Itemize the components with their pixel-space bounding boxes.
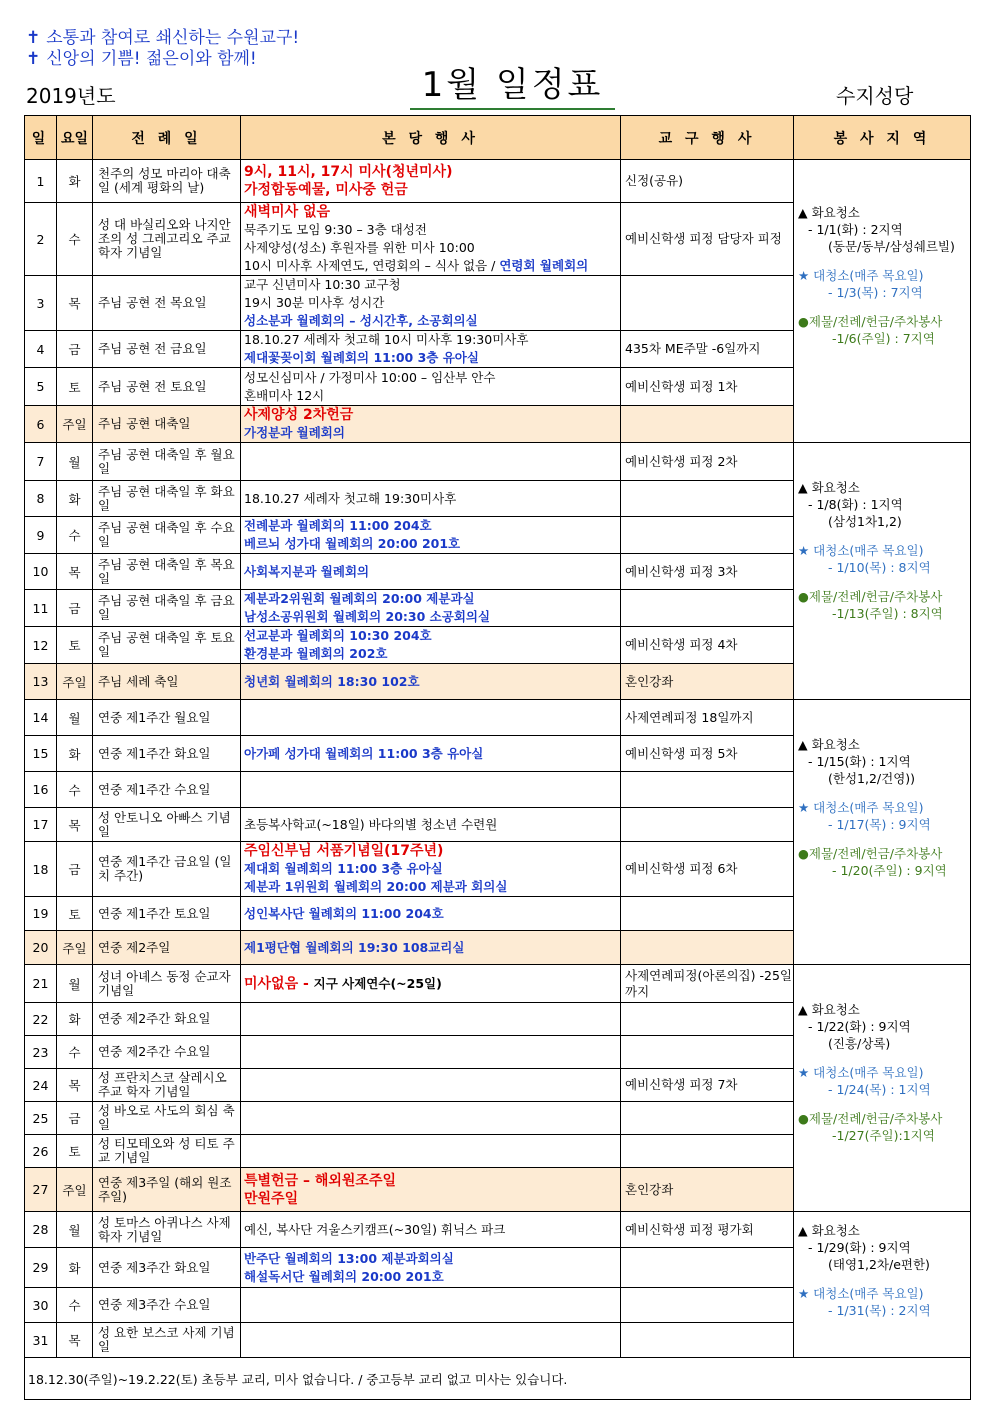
service-tue-title: ▲ 화요청소 — [798, 480, 860, 495]
col-header-weekday: 요일 — [57, 116, 93, 160]
slogan-text-1: 소통과 참여로 쇄신하는 수원교구! — [46, 28, 300, 48]
event-line — [244, 1221, 620, 1239]
service-area-block — [794, 443, 971, 700]
diocese-event — [621, 772, 794, 808]
liturgy-day: 성녀 아녜스 동정 순교자 기념일 — [93, 965, 241, 1003]
weekday: 수 — [57, 772, 93, 808]
event-line — [244, 1250, 620, 1268]
event-line — [244, 1190, 620, 1208]
event-text: 가정분과 월례회의 — [244, 425, 345, 440]
event-text: 남성소공위원회 월례회의 20:30 소공회의실 — [244, 609, 491, 624]
event-line — [244, 406, 620, 424]
diocese-event: 예비신학생 피정 1차 — [621, 368, 794, 406]
liturgy-day: 연중 제1주간 월요일 — [93, 700, 241, 736]
service-etc-title: ●제물/전례/헌금/주차봉사 — [798, 314, 943, 329]
weekday: 목 — [57, 808, 93, 842]
day-number: 26 — [25, 1135, 57, 1168]
weekday: 수 — [57, 1288, 93, 1323]
weekday: 화 — [57, 736, 93, 772]
service-tue-title: ▲ 화요청소 — [798, 1223, 860, 1238]
event-line — [244, 535, 620, 553]
day-number: 5 — [25, 368, 57, 406]
parish-events — [241, 842, 621, 897]
parish-events — [241, 664, 621, 700]
weekday: 토 — [57, 897, 93, 931]
day-number: 25 — [25, 1102, 57, 1135]
weekday: 화 — [57, 1248, 93, 1288]
slogan-text-2: 신앙의 기쁨! 젊은이와 함께! — [46, 49, 257, 69]
service-tue-line: - 1/8(화) : 1지역 — [808, 497, 903, 512]
diocese-event: 신정(공유) — [621, 160, 794, 203]
event-line — [244, 878, 620, 896]
event-text: 초등복사학교(~18일) 바다의별 청소년 수련원 — [244, 816, 498, 832]
parish-events — [241, 554, 621, 590]
day-number: 7 — [25, 443, 57, 481]
event-text: 전례분과 월례회의 11:00 204호 — [244, 518, 432, 533]
service-thu-line: - 1/24(목) : 1지역 — [828, 1082, 931, 1097]
liturgy-day: 성 요한 보스코 사제 기념일 — [93, 1323, 241, 1358]
event-text: 9시, 11시, 17시 미사(청년미사) — [244, 164, 453, 180]
service-thu-line: - 1/31(목) : 2지역 — [828, 1303, 931, 1318]
liturgy-day: 성 프란치스코 살레시오 주교 학자 기념일 — [93, 1069, 241, 1102]
diocese-event — [621, 1102, 794, 1135]
day-number: 1 — [25, 160, 57, 203]
service-area-block — [794, 160, 971, 443]
parish-events — [241, 772, 621, 808]
event-text: 제1평단협 월례회의 19:30 108교리실 — [244, 939, 465, 955]
service-thu-line: - 1/10(목) : 8지역 — [828, 560, 931, 575]
weekday: 화 — [57, 481, 93, 517]
table-row — [25, 700, 971, 736]
schedule-table — [24, 115, 971, 1400]
event-line — [244, 369, 620, 387]
diocese-event: 사제연례피정 18일까지 — [621, 700, 794, 736]
event-text: 묵주기도 모임 9:30 – 3층 대성전 — [244, 222, 427, 237]
col-header-parish-events: 본 당 행 사 — [241, 116, 621, 160]
weekday: 수 — [57, 1036, 93, 1069]
event-line — [244, 627, 620, 645]
diocese-event: 예비신학생 피정 6차 — [621, 842, 794, 897]
event-line — [244, 745, 620, 763]
parish-events — [241, 517, 621, 554]
day-number: 18 — [25, 842, 57, 897]
diocese-event: 예비신학생 피정 7차 — [621, 1069, 794, 1102]
event-text: 제대꽃꽂이회 월례회의 11:00 3층 유아실 — [244, 350, 479, 365]
table-row — [25, 1212, 971, 1248]
parish-events — [241, 1003, 621, 1036]
event-line — [244, 181, 620, 199]
table-header-row — [25, 116, 971, 160]
service-etc-title: ●제물/전례/헌금/주차봉사 — [798, 846, 943, 861]
event-text: 특별헌금 – 해외원조주일 — [244, 1172, 396, 1189]
day-number: 27 — [25, 1168, 57, 1212]
parish-events — [241, 1168, 621, 1212]
day-number: 14 — [25, 700, 57, 736]
weekday: 월 — [57, 443, 93, 481]
event-text: 10시 미사후 사제연도, 연령회의 – 식사 없음 / — [244, 258, 500, 273]
event-text: 19시 30분 미사후 성시간 — [244, 295, 385, 310]
diocese-event — [621, 1323, 794, 1358]
diocese-event — [621, 1288, 794, 1323]
weekday: 목 — [57, 276, 93, 331]
diocese-event — [621, 808, 794, 842]
day-number: 31 — [25, 1323, 57, 1358]
liturgy-day: 연중 제2주간 화요일 — [93, 1003, 241, 1036]
liturgy-day: 주님 공현 대축일 후 금요일 — [93, 590, 241, 627]
day-number: 2 — [25, 203, 57, 276]
service-etc-title: ●제물/전례/헌금/주차봉사 — [798, 1111, 943, 1126]
diocese-event: 435차 ME주말 -6일까지 — [621, 331, 794, 368]
event-text: 제분과 1위원회 월례회의 20:00 제분과 회의실 — [244, 879, 508, 894]
parish-events — [241, 736, 621, 772]
event-line — [244, 312, 620, 330]
liturgy-day: 주님 세례 축일 — [93, 664, 241, 700]
day-number: 28 — [25, 1212, 57, 1248]
liturgy-day: 주님 공현 대축일 후 목요일 — [93, 554, 241, 590]
event-text: 만원주일 — [244, 1190, 299, 1207]
weekday: 금 — [57, 331, 93, 368]
event-line — [244, 975, 620, 993]
parish-events — [241, 931, 621, 965]
service-tue-line: - 1/15(화) : 1지역 — [808, 754, 911, 769]
diocese-event — [621, 1036, 794, 1069]
service-etc-line: - 1/20(주일) : 9지역 — [832, 863, 947, 878]
weekday: 금 — [57, 842, 93, 897]
parish-events — [241, 1102, 621, 1135]
day-number: 6 — [25, 406, 57, 443]
service-tue-sub: (동문/동부/삼성쉐르빌) — [828, 239, 955, 254]
liturgy-day: 주님 공현 전 금요일 — [93, 331, 241, 368]
parish-events — [241, 1288, 621, 1323]
event-line — [244, 842, 620, 860]
liturgy-day: 성 티모테오와 성 티토 주교 기념일 — [93, 1135, 241, 1168]
event-text: 성인복사단 월례회의 11:00 204호 — [244, 905, 444, 921]
weekday: 토 — [57, 627, 93, 664]
service-thu-title: ★ 대청소(매주 목요일) — [798, 800, 924, 815]
event-line — [244, 331, 620, 349]
event-text: 베르뇌 성가대 월례회의 20:00 201호 — [244, 536, 461, 551]
service-tue-title: ▲ 화요청소 — [798, 205, 860, 220]
weekday: 화 — [57, 160, 93, 203]
diocese-event: 예비신학생 피정 3차 — [621, 554, 794, 590]
liturgy-day: 천주의 성모 마리아 대축일 (세계 평화의 날) — [93, 160, 241, 203]
day-number: 24 — [25, 1069, 57, 1102]
parish-events — [241, 160, 621, 203]
parish-events — [241, 481, 621, 517]
day-number: 22 — [25, 1003, 57, 1036]
service-tue-title: ▲ 화요청소 — [798, 1002, 860, 1017]
parish-events — [241, 368, 621, 406]
day-number: 15 — [25, 736, 57, 772]
event-line — [244, 905, 620, 923]
footer-row — [25, 1358, 971, 1400]
day-number: 16 — [25, 772, 57, 808]
event-text: 주임신부님 서품기념일(17주년) — [244, 843, 444, 859]
liturgy-day: 성 바오로 사도의 회심 축일 — [93, 1102, 241, 1135]
diocese-event: 혼인강좌 — [621, 664, 794, 700]
diocese-event — [621, 1248, 794, 1288]
weekday: 금 — [57, 1102, 93, 1135]
weekday: 월 — [57, 1212, 93, 1248]
liturgy-day: 연중 제1주간 금요일 (일치 주간) — [93, 842, 241, 897]
cross-icon: ✝ — [26, 49, 41, 69]
parish-events — [241, 443, 621, 481]
service-thu-line: - 1/17(목) : 9지역 — [828, 817, 931, 832]
service-tue-sub: (삼성1차1,2) — [828, 514, 902, 529]
day-number: 30 — [25, 1288, 57, 1323]
service-tue-line: - 1/1(화) : 2지역 — [808, 222, 903, 237]
day-number: 23 — [25, 1036, 57, 1069]
parish-events — [241, 808, 621, 842]
event-line — [244, 221, 620, 239]
diocese-event: 사제연례피정(아론의집) -25일까지 — [621, 965, 794, 1003]
service-etc-title: ●제물/전례/헌금/주차봉사 — [798, 589, 943, 604]
parish-events — [241, 1036, 621, 1069]
event-line — [244, 816, 620, 834]
weekday: 토 — [57, 368, 93, 406]
col-header-day: 일 — [25, 116, 57, 160]
event-text: 새벽미사 없음 — [244, 204, 331, 220]
event-text: 18.10.27 세례자 첫고해 19:30미사후 — [244, 490, 457, 506]
parish-events — [241, 276, 621, 331]
event-text: 선교분과 월례회의 10:30 204호 — [244, 628, 432, 643]
event-text: 성소분과 월례회의 – 성시간후, 소공회의실 — [244, 313, 478, 328]
slogan-line-2 — [26, 49, 257, 69]
service-thu-line: - 1/3(목) : 7지역 — [828, 285, 923, 300]
day-number: 19 — [25, 897, 57, 931]
weekday: 월 — [57, 965, 93, 1003]
parish-events — [241, 897, 621, 931]
event-text: 제분과2위원회 월례회의 20:00 제분과실 — [244, 591, 475, 606]
day-number: 8 — [25, 481, 57, 517]
event-line — [244, 387, 620, 405]
service-area-block — [794, 1212, 971, 1358]
slogan-line-1 — [26, 28, 299, 48]
year-label: 2019년도 — [26, 84, 116, 108]
col-header-liturgy: 전 례 일 — [93, 116, 241, 160]
diocese-event — [621, 1135, 794, 1168]
event-line — [244, 349, 620, 367]
event-text: 제대회 월례회의 11:00 3층 유아실 — [244, 861, 443, 876]
diocese-event: 예비신학생 피정 2차 — [621, 443, 794, 481]
diocese-event — [621, 481, 794, 517]
liturgy-day: 연중 제1주간 토요일 — [93, 897, 241, 931]
event-text: 환경분과 월례회의 202호 — [244, 646, 388, 661]
weekday: 주일 — [57, 406, 93, 443]
event-text-extra: 지구 사제연수(~25일) — [313, 975, 442, 991]
event-text: 사제양성(성소) 후원자를 위한 미사 10:00 — [244, 240, 475, 255]
service-tue-line: - 1/29(화) : 9지역 — [808, 1240, 911, 1255]
service-thu-title: ★ 대청소(매주 목요일) — [798, 1286, 924, 1301]
day-number: 10 — [25, 554, 57, 590]
weekday: 목 — [57, 554, 93, 590]
event-line — [244, 294, 620, 312]
event-text: 교구 신년미사 10:30 교구청 — [244, 277, 401, 292]
event-text: 청년회 월례회의 18:30 102호 — [244, 673, 420, 689]
day-number: 21 — [25, 965, 57, 1003]
day-number: 17 — [25, 808, 57, 842]
liturgy-day: 연중 제1주간 화요일 — [93, 736, 241, 772]
event-text: 반주단 월례회의 13:00 제분과회의실 — [244, 1250, 454, 1266]
day-number: 4 — [25, 331, 57, 368]
parish-events — [241, 331, 621, 368]
service-etc-line: -1/27(주일):1지역 — [832, 1128, 935, 1143]
col-header-service-area: 봉 사 지 역 — [794, 116, 971, 160]
liturgy-day: 성 안토니오 아빠스 기념일 — [93, 808, 241, 842]
day-number: 9 — [25, 517, 57, 554]
table-row — [25, 965, 971, 1003]
liturgy-day: 주님 공현 대축일 — [93, 406, 241, 443]
liturgy-day: 주님 공현 대축일 후 화요일 — [93, 481, 241, 517]
parish-events — [241, 627, 621, 664]
liturgy-day: 주님 공현 전 토요일 — [93, 368, 241, 406]
service-tue-sub: (진흥/상록) — [828, 1036, 891, 1051]
day-number: 29 — [25, 1248, 57, 1288]
event-line — [244, 257, 620, 275]
diocese-event: 예비신학생 피정 5차 — [621, 736, 794, 772]
event-line — [244, 860, 620, 878]
event-line — [244, 490, 620, 508]
diocese-event: 예비신학생 피정 담당자 피정 — [621, 203, 794, 276]
service-thu-title: ★ 대청소(매주 목요일) — [798, 1065, 924, 1080]
event-line — [244, 590, 620, 608]
weekday: 목 — [57, 1323, 93, 1358]
weekday: 수 — [57, 203, 93, 276]
event-line — [244, 163, 620, 181]
event-line — [244, 1172, 620, 1190]
diocese-event — [621, 276, 794, 331]
service-area-block — [794, 965, 971, 1212]
event-text: 혼배미사 12시 — [244, 387, 325, 403]
diocese-event: 혼인강좌 — [621, 1168, 794, 1212]
event-text: 사회복지분과 월례회의 — [244, 563, 370, 579]
parish-events — [241, 1135, 621, 1168]
parish-events — [241, 965, 621, 1003]
parish-events — [241, 1323, 621, 1358]
service-etc-line: -1/6(주일) : 7지역 — [832, 331, 935, 346]
event-line — [244, 608, 620, 626]
event-text: 성모신심미사 / 가정미사 10:00 – 임산부 안수 — [244, 369, 496, 385]
parish-events — [241, 1212, 621, 1248]
weekday: 금 — [57, 590, 93, 627]
service-tue-title: ▲ 화요청소 — [798, 737, 860, 752]
liturgy-day: 연중 제3주간 수요일 — [93, 1288, 241, 1323]
event-line — [244, 203, 620, 221]
liturgy-day: 주님 공현 대축일 후 월요일 — [93, 443, 241, 481]
page-title: 1월 일정표 — [410, 64, 615, 110]
weekday: 토 — [57, 1135, 93, 1168]
weekday: 주일 — [57, 1168, 93, 1212]
event-line — [244, 563, 620, 581]
event-text-extra: 연령회 월례회의 — [499, 258, 589, 273]
footer-note: 18.12.30(주일)~19.2.22(토) 초등부 교리, 미사 없습니다. / 중고등부 교리 없고 미사는 있습니다. — [25, 1358, 971, 1400]
liturgy-day: 주님 공현 전 목요일 — [93, 276, 241, 331]
event-line — [244, 239, 620, 257]
weekday: 주일 — [57, 931, 93, 965]
diocese-event — [621, 1003, 794, 1036]
event-text: 해설독서단 월례회의 20:00 201호 — [244, 1268, 444, 1284]
table-row — [25, 443, 971, 481]
liturgy-day: 연중 제3주일 (해외 원조 주일) — [93, 1168, 241, 1212]
event-text: 가정합동예물, 미사중 헌금 — [244, 182, 408, 198]
cross-icon: ✝ — [26, 28, 41, 48]
parish-events — [241, 1069, 621, 1102]
diocese-event — [621, 931, 794, 965]
service-etc-line: -1/13(주일) : 8지역 — [832, 606, 943, 621]
event-line — [244, 1268, 620, 1286]
event-line — [244, 276, 620, 294]
event-line — [244, 424, 620, 442]
day-number: 12 — [25, 627, 57, 664]
service-tue-sub: (태영1,2차/e편한) — [828, 1257, 930, 1272]
parish-events — [241, 700, 621, 736]
schedule-body — [25, 160, 971, 1400]
parish-events — [241, 1248, 621, 1288]
diocese-event: 예비신학생 피정 4차 — [621, 627, 794, 664]
service-tue-sub: (한성1,2/건영)) — [828, 771, 916, 786]
liturgy-day: 연중 제1주간 수요일 — [93, 772, 241, 808]
service-tue-line: - 1/22(화) : 9지역 — [808, 1019, 911, 1034]
liturgy-day: 성 토마스 아퀴나스 사제 학자 기념일 — [93, 1212, 241, 1248]
table-row — [25, 160, 971, 203]
parish-events — [241, 406, 621, 443]
day-number: 13 — [25, 664, 57, 700]
liturgy-day: 성 대 바실리오와 나지안조의 성 그레고리오 주교 학자 기념일 — [93, 203, 241, 276]
weekday: 목 — [57, 1069, 93, 1102]
day-number: 3 — [25, 276, 57, 331]
event-line — [244, 673, 620, 691]
event-text: 예신, 복사단 겨울스키캠프(~30일) 휘닉스 파크 — [244, 1221, 506, 1237]
liturgy-day: 주님 공현 대축일 후 수요일 — [93, 517, 241, 554]
event-line — [244, 517, 620, 535]
event-text: 사제양성 2차헌금 — [244, 407, 354, 423]
service-thu-title: ★ 대청소(매주 목요일) — [798, 268, 924, 283]
event-text: 미사없음 - — [244, 975, 314, 992]
event-line — [244, 939, 620, 957]
service-thu-title: ★ 대청소(매주 목요일) — [798, 543, 924, 558]
diocese-event — [621, 897, 794, 931]
liturgy-day: 연중 제3주간 화요일 — [93, 1248, 241, 1288]
diocese-event — [621, 517, 794, 554]
weekday: 화 — [57, 1003, 93, 1036]
parish-events — [241, 203, 621, 276]
parish-name: 수지성당 — [836, 84, 914, 108]
event-text: 아가페 성가대 월례회의 11:00 3층 유아실 — [244, 745, 484, 761]
diocese-event — [621, 406, 794, 443]
diocese-event: 예비신학생 피정 평가회 — [621, 1212, 794, 1248]
event-text: 18.10.27 세례자 첫고해 10시 미사후 19:30미사후 — [244, 332, 529, 347]
col-header-diocese-events: 교 구 행 사 — [621, 116, 794, 160]
liturgy-day: 주님 공현 대축일 후 토요일 — [93, 627, 241, 664]
parish-events — [241, 590, 621, 627]
event-line — [244, 645, 620, 663]
diocese-event — [621, 590, 794, 627]
day-number: 20 — [25, 931, 57, 965]
service-area-block — [794, 700, 971, 965]
weekday: 수 — [57, 517, 93, 554]
liturgy-day: 연중 제2주간 수요일 — [93, 1036, 241, 1069]
day-number: 11 — [25, 590, 57, 627]
weekday: 월 — [57, 700, 93, 736]
liturgy-day: 연중 제2주일 — [93, 931, 241, 965]
weekday: 주일 — [57, 664, 93, 700]
